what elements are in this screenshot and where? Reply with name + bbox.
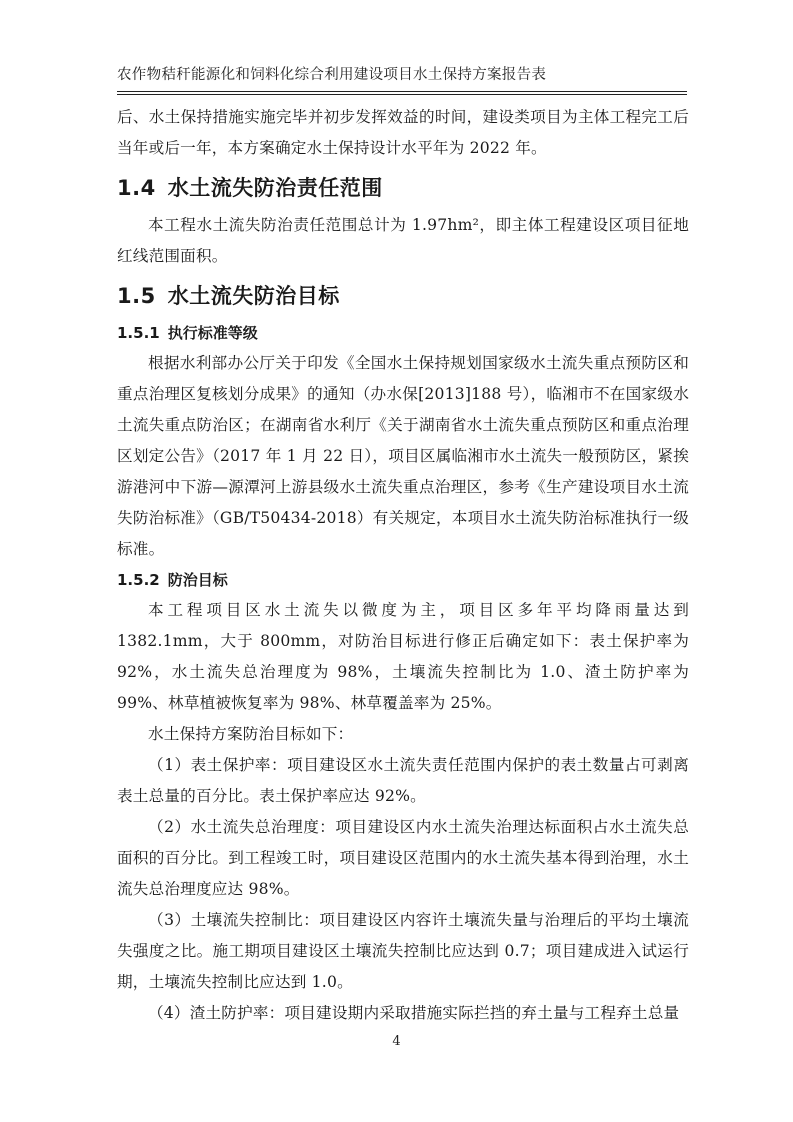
paragraph-responsibility-scope: 本工程水土流失防治责任范围总计为 1.97hm²，即主体工程建设区项目征地红线范围面积。: [117, 216, 689, 265]
subsection-heading-1-5-1: [117, 318, 689, 348]
section-heading-1-5: [117, 276, 689, 316]
paragraph-topsoil-protection: （1）表土保护率：项目建设区水土流失责任范围内保护的表土数量占可剥离表土总量的百分比。表土保护率应达 92%。: [117, 756, 689, 805]
document-body: [117, 102, 689, 1029]
section-title: 水土流失防治责任范围: [167, 176, 383, 200]
page-number: 4: [392, 1034, 401, 1049]
page-header: 农作物秸秆能源化和饲料化综合利用建设项目水土保持方案报告表: [117, 67, 547, 83]
section-heading-1-4: [117, 168, 689, 208]
paragraph-spoil-protection: （4）渣土防护率：项目建设期内采取措施实际拦挡的弃土量与工程弃土总量: [148, 1004, 680, 1022]
paragraph-design-level-year: 后、水土保持措施实施完毕并初步发挥效益的时间，建设类项目为主体工程完工后当年或后一年，本方案确定水土保持设计水平年为 2022 年。: [117, 108, 689, 157]
paragraph-total-control-degree: （2）水土流失总治理度：项目建设区内水土流失治理达标面积占水土流失总面积的百分比。到工程竣工时，项目建设区范围内的水土流失基本得到治理，水土流失总治理度应达 98%。: [117, 818, 689, 898]
paragraph-soil-loss-ratio: （3）土壤流失控制比：项目建设区内容许土壤流失量与治理后的平均土壤流失强度之比。施工期项目建设区土壤流失控制比应达到 0.7；项目建成进入试运行期，土壤流失控制比应达到 1.0。: [117, 911, 689, 991]
paragraph-target-intro: 水土保持方案防治目标如下：: [148, 725, 354, 743]
subsection-title: 执行标准等级: [167, 324, 258, 342]
section-number: 1.5: [117, 284, 156, 308]
subsection-number: 1.5.1: [117, 324, 160, 342]
section-title: 水土流失防治目标: [167, 284, 340, 308]
section-number: 1.4: [117, 176, 156, 200]
header-rule: [117, 91, 687, 92]
paragraph-standard-level: 根据水利部办公厅关于印发《全国水土保持规划国家级水土流失重点预防区和重点治理区复核划分成果》的通知（办水保[2013]188 号），临湘市不在国家级水土流失重点防治区；在湖南省水利厅《关于湖南省水土流失重点预防区和重点治理区划定公告》（2017 年 1 月 22 日），项目区属临湘市水土流失一般预防区，紧挨游港河中下游—源潭河上游县级水土流失重点治理区，参考《生产建设项目水土流失防治标准》（GB/T50434-2018）有关规定，本项目水土流失防治标准执行一级标准。: [117, 354, 689, 558]
header-rule-thin: [117, 94, 687, 95]
subsection-number: 1.5.2: [117, 571, 160, 589]
subsection-title: 防治目标: [167, 571, 228, 589]
subsection-heading-1-5-2: [117, 565, 689, 595]
paragraph-target-summary: 本工程项目区水土流失以微度为主，项目区多年平均降雨量达到 1382.1mm，大于 800mm，对防治目标进行修正后确定如下：表土保护率为 92%，水土流失总治理度为 98%，土壤流失控制比为 1.0、渣土防护率为 99%、林草植被恢复率为 98%、林草覆盖率为 25%。: [117, 601, 689, 712]
